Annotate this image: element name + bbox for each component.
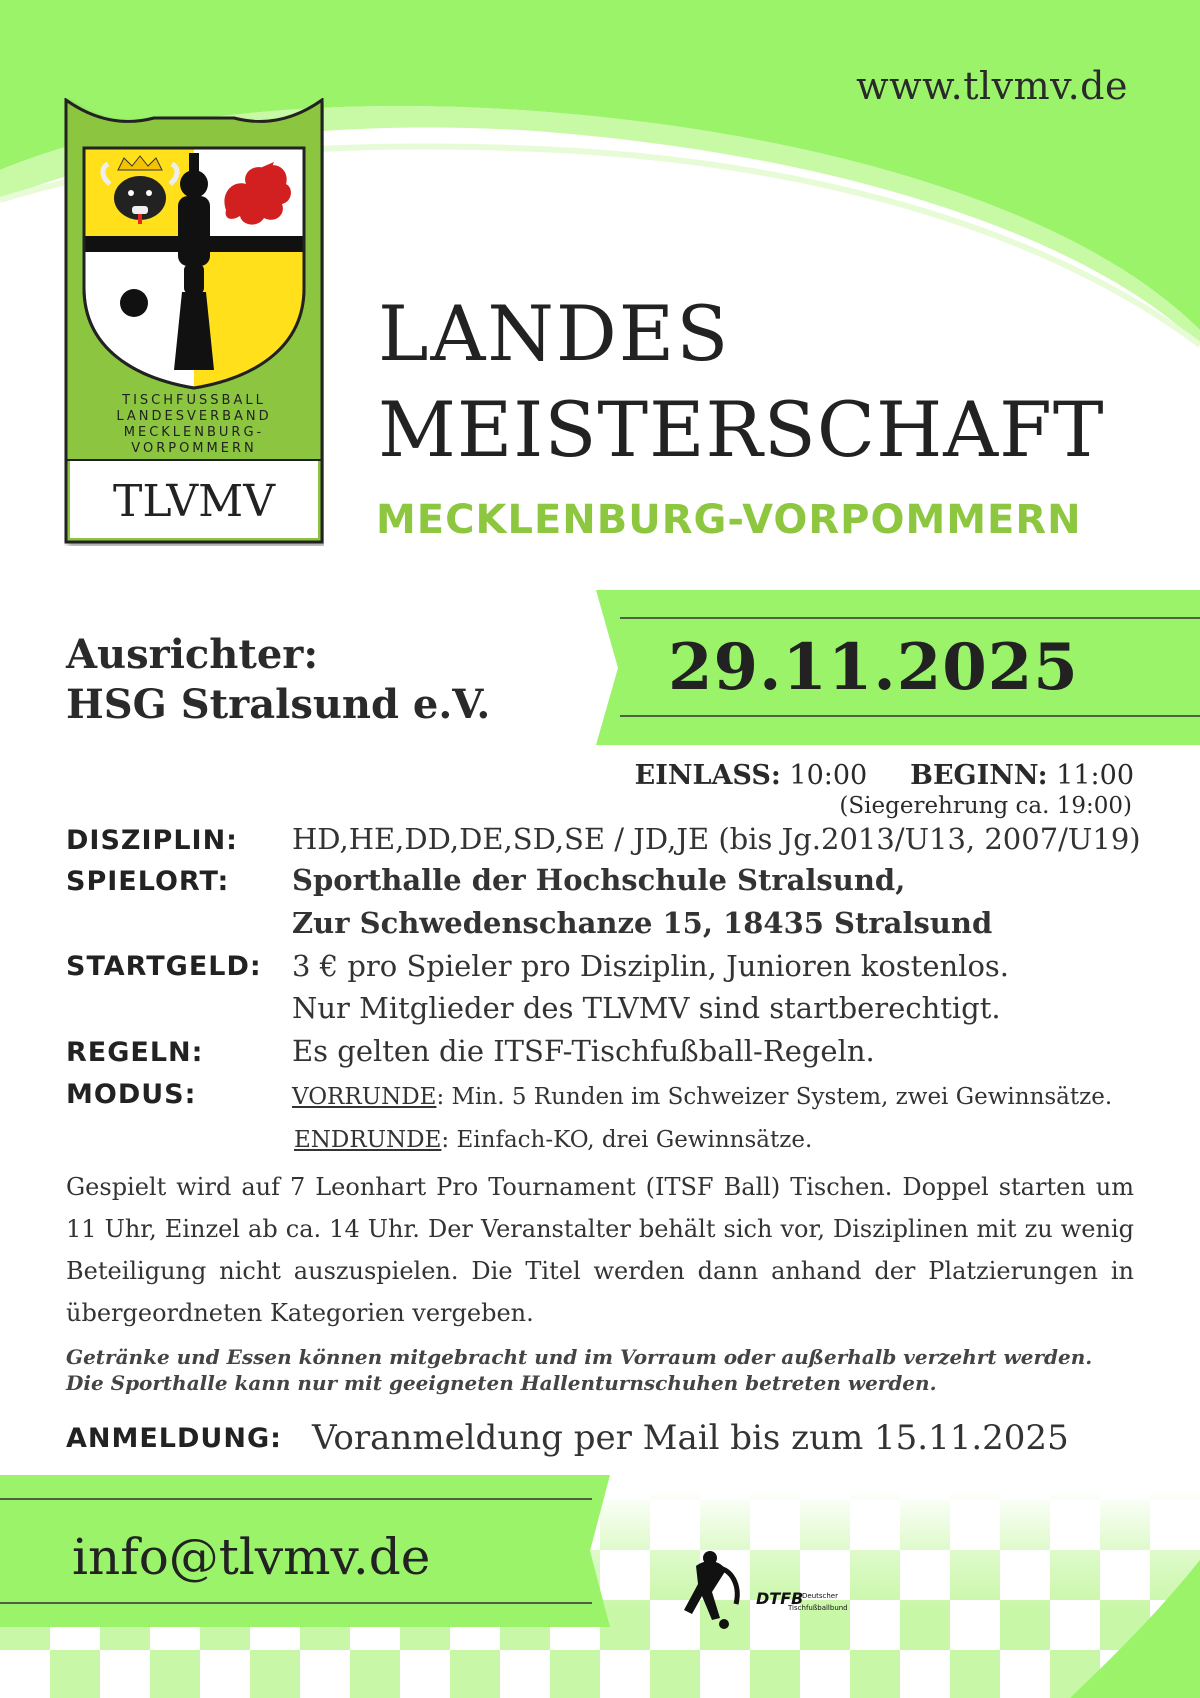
email-link[interactable]: info@tlvmv.de: [72, 1528, 431, 1586]
note-line-2: Die Sporthalle kann nur mit geeigneten Hallenturnschuhen betreten werden.: [66, 1371, 937, 1395]
organizer-name: HSG Stralsund e.V.: [66, 681, 491, 728]
dtfb-abbr: DTFB: [756, 1589, 804, 1608]
organizer: [66, 630, 490, 730]
subtitle: MECKLENBURG-VORPOMMERN: [376, 497, 1082, 543]
disziplin-label: DISZIPLIN:: [66, 825, 238, 856]
event-date: 29.11.2025: [668, 630, 1079, 705]
dtfb-player-icon: [684, 1551, 737, 1629]
logo-abbr: TLVMV: [113, 476, 275, 527]
disziplin-value: HD,HE,DD,DE,SD,SE / JD,JE (bis Jg.2013/U13, 2007/U19): [292, 822, 1141, 856]
start-time: 11:00: [1056, 760, 1134, 791]
spielort-line-1: Sporthalle der Hochschule Stralsund,: [292, 863, 906, 897]
regeln-value: Es gelten die ITSF-Tischfußball-Regeln.: [292, 1034, 875, 1068]
startgeld-label: STARTGELD:: [66, 951, 262, 982]
vorrunde-line: [292, 1084, 1112, 1110]
website-url[interactable]: www.tlvmv.de: [856, 64, 1128, 108]
organizer-label: Ausrichter:: [66, 631, 319, 678]
entry-time: 10:00: [789, 760, 868, 791]
start-label: BEGINN:: [910, 760, 1048, 791]
ceremony-time: (Siegerehrung ca. 19:00): [839, 793, 1132, 819]
modus-label: MODUS:: [66, 1079, 197, 1110]
title-line-1: LANDES: [378, 289, 731, 378]
endrunde-label: ENDRUNDE: [294, 1127, 442, 1153]
startgeld-line-1: 3 € pro Spieler pro Disziplin, Junioren kostenlos.: [292, 949, 1009, 983]
title-line-2: MEISTERSCHAFT: [378, 385, 1105, 474]
note-line-1: Getränke und Essen können mitgebracht und im Vorraum oder außerhalb verzehrt werden.: [66, 1345, 1093, 1369]
spielort-line-2: Zur Schwedenschanze 15, 18435 Stralsund: [292, 906, 993, 940]
vorrunde-text: : Min. 5 Runden im Schweizer System, zwei Gewinnsätze.: [436, 1084, 1113, 1110]
notes: [66, 1344, 1134, 1396]
logo-line-4: VORPOMMERN: [131, 441, 257, 456]
startgeld-line-2: Nur Mitglieder des TLVMV sind startberechtigt.: [292, 991, 1001, 1025]
logo-line-2: LANDESVERBAND: [116, 409, 272, 424]
entry-label: EINLASS:: [634, 760, 781, 791]
event-times: [635, 760, 1134, 791]
info-paragraph: Gespielt wird auf 7 Leonhart Pro Tournament (ITSF Ball) Tischen. Doppel starten um 11 Uhr, Einzel ab ca. 14 Uhr. Der Veranstalter behält sich vor, Disziplinen mit zu wenig Beteiligung nicht auszuspielen. Die Titel werden dann anhand der Platzierungen in übergeordneten Kategorien vergeben.: [66, 1173, 1134, 1327]
dtfb-name-line-1: Deutscher: [802, 1592, 838, 1600]
logo-line-1: TISCHFUSSBALL: [122, 393, 266, 408]
registration-label: ANMELDUNG:: [66, 1423, 282, 1454]
logo-line-3: MECKLENBURG-: [123, 425, 265, 440]
spielort-label: SPIELORT:: [66, 866, 230, 897]
dtfb-logo: [676, 1548, 856, 1638]
vorrunde-label: VORRUNDE: [292, 1084, 437, 1110]
dtfb-name-line-2: Tischfußballbund: [788, 1604, 848, 1612]
registration-text: Voranmeldung per Mail bis zum 15.11.2025: [312, 1418, 1069, 1458]
regeln-label: REGELN:: [66, 1037, 204, 1068]
endrunde-line: [294, 1127, 812, 1153]
endrunde-text: : Einfach-KO, drei Gewinnsätze.: [441, 1127, 813, 1153]
tlvmv-logo: [64, 98, 324, 546]
